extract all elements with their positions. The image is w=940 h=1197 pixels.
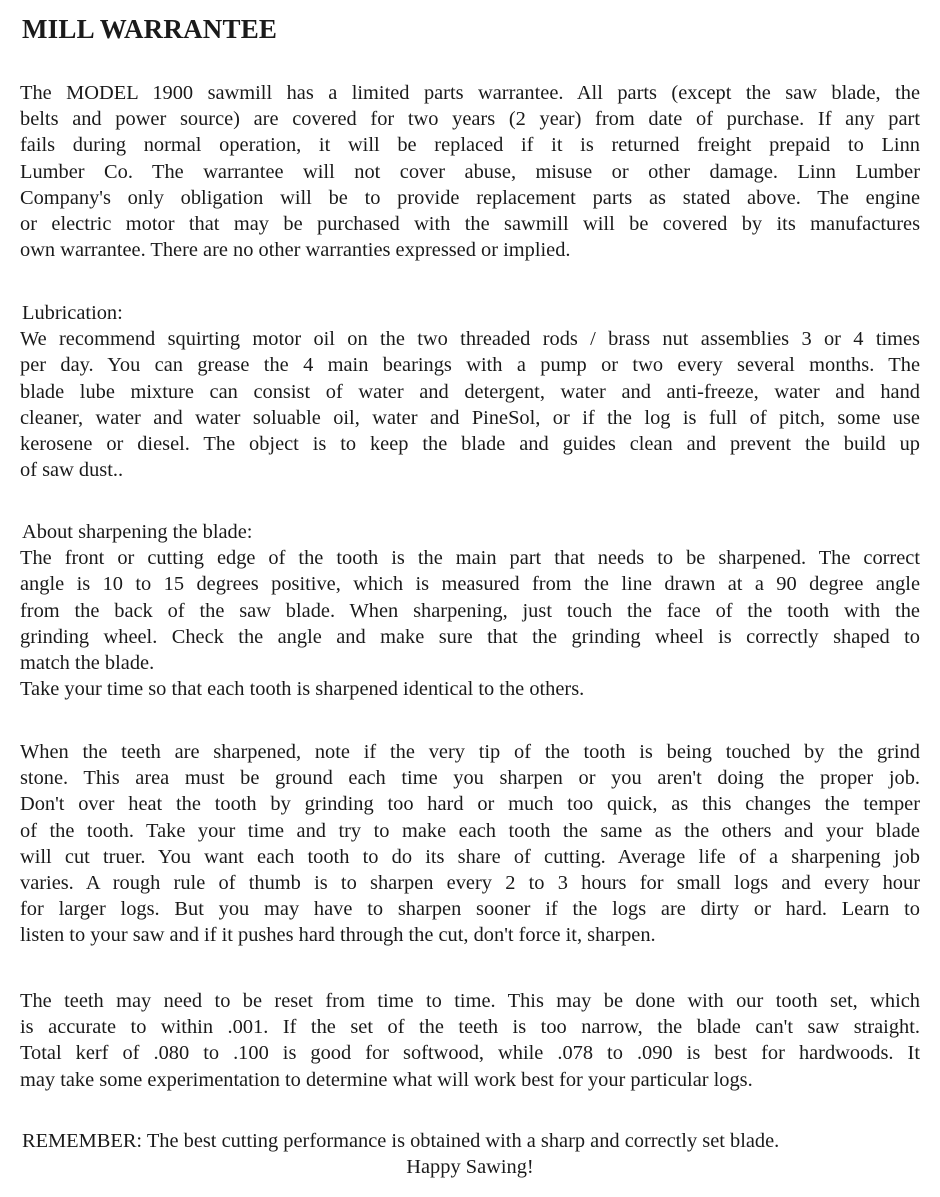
paragraph-line: from the back of the saw blade. When sharpening, just touch the face of the tooth with the — [20, 599, 920, 622]
paragraph-line: of saw dust.. — [20, 459, 124, 482]
paragraph-line: The teeth may need to be reset from time to time. This may be done with our tooth set, which — [20, 990, 920, 1012]
paragraph-line: varies. A rough rule of thumb is to sharpen every 2 to 3 hours for small logs and every hour — [20, 872, 920, 895]
paragraph-line: angle is 10 to 15 degrees positive, which is measured from the line drawn at a 90 degree angle — [20, 573, 920, 596]
paragraph-line: When the teeth are sharpened, note if the very tip of the tooth is being touched by the grind — [20, 741, 920, 763]
warranty-paragraph — [20, 80, 920, 263]
closing-line: Happy Sawing! — [406, 1156, 534, 1179]
paragraph-line: blade lube mixture can consist of water and detergent, water and anti-freeze, water and hand — [20, 380, 920, 403]
sharpening-heading: About sharpening the blade: — [22, 521, 253, 543]
page-title: MILL WARRANTEE — [22, 14, 278, 44]
paragraph-line: Company's only obligation will be to provide replacement parts as stated above. The engine — [20, 186, 920, 209]
paragraph-line: or electric motor that may be purchased with the sawmill will be covered by its manufactures — [20, 213, 920, 236]
paragraph-line: of the tooth. Take your time and try to make each tooth the same as the others and your blade — [20, 819, 920, 842]
paragraph-line: listen to your saw and if it pushes hard through the cut, don't force it, sharpen. — [20, 924, 656, 947]
paragraph-line: We recommend squirting motor oil on the two threaded rods / brass nut assemblies 3 or 4 times — [20, 328, 920, 351]
paragraph-line: Total kerf of .080 to .100 is good for softwood, while .078 to .090 is best for hardwoods. It — [20, 1042, 920, 1065]
paragraph-line: kerosene or diesel. The object is to keep the blade and guides clean and prevent the build up — [20, 433, 920, 456]
closing-section — [20, 1128, 920, 1180]
paragraph-line: Lumber Co. The warrantee will not cover abuse, misuse or other damage. Linn Lumber — [20, 160, 920, 183]
paragraph-line: Take your time so that each tooth is sharpened identical to the others. — [20, 678, 585, 701]
paragraph-line: per day. You can grease the 4 main bearings with a pump or two every several months. The — [20, 354, 920, 377]
paragraph-line: for larger logs. But you may have to sharpen sooner if the logs are dirty or hard. Learn to — [20, 898, 920, 921]
paragraph-line: grinding wheel. Check the angle and make sure that the grinding wheel is correctly shaped to — [20, 625, 920, 648]
paragraph-line: The MODEL 1900 sawmill has a limited parts warrantee. All parts (except the saw blade, the — [20, 82, 920, 104]
paragraph-line: own warrantee. There are no other warranties expressed or implied. — [20, 239, 571, 262]
lubrication-heading: Lubrication: — [22, 302, 123, 324]
reset-paragraph — [20, 988, 920, 1093]
paragraph-line: will cut truer. You want each tooth to do its share of cutting. Average life of a sharpening job — [20, 845, 920, 868]
paragraph-line: The front or cutting edge of the tooth is the main part that needs to be sharpened. The correct — [20, 547, 920, 570]
paragraph-line: fails during normal operation, it will be replaced if it is returned freight prepaid to Linn — [20, 134, 920, 157]
remember-line: REMEMBER: The best cutting performance is obtained with a sharp and correctly set blade. — [22, 1130, 780, 1152]
paragraph-line: stone. This area must be ground each time you sharpen or you aren't doing the proper job. — [20, 767, 920, 790]
lubrication-section — [20, 300, 920, 483]
paragraph-line: is accurate to within .001. If the set of the teeth is too narrow, the blade can't saw straight. — [20, 1016, 920, 1039]
paragraph-line: may take some experimentation to determine what will work best for your particular logs. — [20, 1068, 753, 1091]
paragraph-line: cleaner, water and water soluable oil, water and PineSol, or if the log is full of pitch, some use — [20, 406, 920, 429]
sharpening-section — [20, 519, 920, 702]
paragraph-line: match the blade. — [20, 652, 155, 675]
paragraph-line: Don't over heat the tooth by grinding too hard or much too quick, as this changes the temper — [20, 793, 920, 816]
paragraph-line: belts and power source) are covered for two years (2 year) from date of purchase. If any part — [20, 108, 920, 131]
teeth-paragraph — [20, 739, 920, 949]
